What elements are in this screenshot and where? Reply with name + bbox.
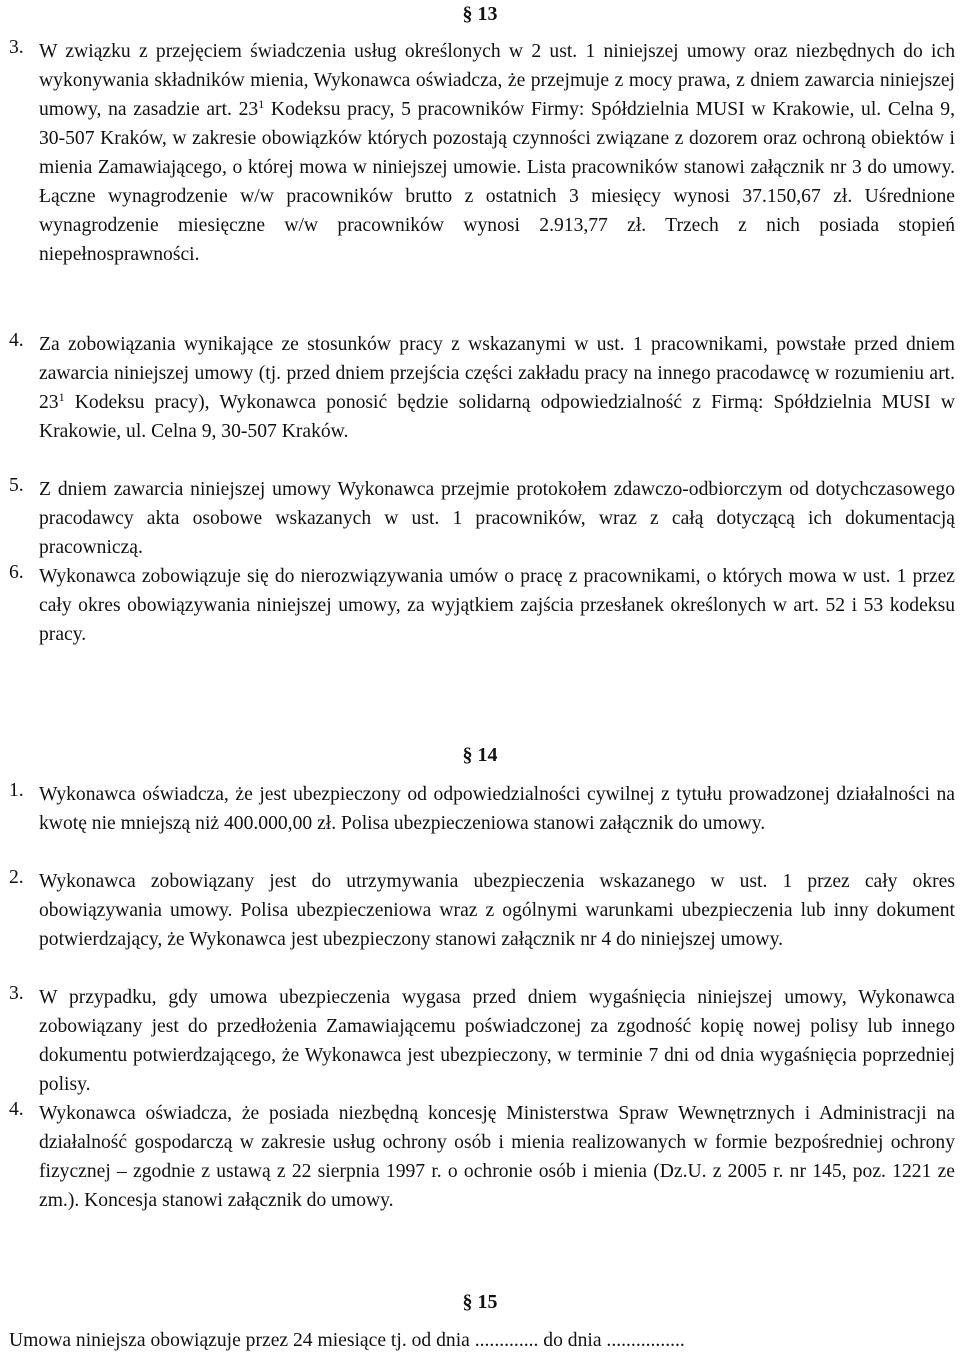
section-heading-13: § 13 bbox=[462, 3, 498, 25]
paragraph-14-4 bbox=[9, 1099, 955, 1215]
section-heading-15: § 15 bbox=[462, 1291, 498, 1313]
item-text: Wykonawca oświadcza, że posiada niezbędną koncesję Ministerstwa Spraw Wewnętrznych i Administracji na działalność gospodarczą w zakresie usług ochrony osób i mienia realizowanych w formie bezpośredniej ochrony fizycznej – zgodnie z ustawą z 22 sierpnia 1997 r. o ochronie osób i mienia (Dz.U. z 2005 r. nr 145, poz. 1221 ze zm.). Koncesja stanowi załącznik do umowy. bbox=[39, 1103, 955, 1211]
paragraph-15-text: Umowa niniejsza obowiązuje przez 24 miesiące tj. od dnia ............. do dnia ................ bbox=[9, 1330, 685, 1351]
paragraph-14-3 bbox=[9, 983, 955, 1099]
item-text: W przypadku, gdy umowa ubezpieczenia wygasa przed dniem wygaśnięcia niniejszej umowy, Wykonawca zobowiązany jest do przedłożenia Zamawiającemu poświadczonej za zgodność kopię nowej polisy lub innego dokumentu potwierdzającego, że Wykonawca jest ubezpieczony, w terminie 7 dni od dnia wygaśnięcia poprzedniej polisy. bbox=[39, 987, 955, 1095]
superscript: 1 bbox=[258, 97, 265, 111]
paragraph-13-3 bbox=[9, 37, 955, 269]
item-number: 1. bbox=[9, 780, 24, 801]
item-text: W związku z przejęciem świadczenia usług określonych w 2 ust. 1 niniejszej umowy oraz niezbędnych do ich wykonywania składników mienia, Wykonawca oświadcza, że przejmuje z mocy prawa, z dniem zawarcia niniejszej umowy, na zasadzie art. $23^1$ Kodeksu pracy, 5 pracowników Firmy: Spółdzielnia MUSI w Krakowie, ul. Celna 9, 30-507 Kraków, w zakresie obowiązków których pozostają czynności związane z dozorem oraz ochroną obiektów i mienia Zamawiającego, o której mowa w niniejszej umowie. Lista pracowników stanowi załącznik nr 3 do umowy. Łączne wynagrodzenie w/w pracowników brutto z ostatnich 3 miesięcy wynosi 37.150,67 zł. Uśrednione wynagrodzenie miesięczne w/w pracowników wynosi 2.913,77 zł. Trzech z nich posiada stopień niepełnosprawności. bbox=[39, 41, 955, 265]
section-heading-14: § 14 bbox=[462, 744, 498, 766]
item-number: 4. bbox=[9, 1099, 24, 1120]
item-number: 2. bbox=[9, 867, 24, 888]
item-number: 6. bbox=[9, 562, 24, 583]
item-text: Wykonawca zobowiązuje się do nierozwiązywania umów o pracę z pracownikami, o których mowa w ust. 1 przez cały okres obowiązywania niniejszej umowy, za wyjątkiem zajścia przesłanek określonych w art. 52 i 53 kodeksu pracy. bbox=[39, 566, 955, 645]
paragraph-13-6 bbox=[9, 562, 955, 649]
item-number: 5. bbox=[9, 475, 24, 496]
item-text: Wykonawca zobowiązany jest do utrzymywania ubezpieczenia wskazanego w ust. 1 przez cały okres obowiązywania umowy. Polisa ubezpieczeniowa wraz z ogólnymi warunkami ubezpieczenia lub inny dokument potwierdzający, że Wykonawca jest ubezpieczony stanowi załącznik nr 4 do niniejszej umowy. bbox=[39, 871, 955, 950]
paragraph-13-5 bbox=[9, 475, 955, 562]
item-number: 3. bbox=[9, 983, 24, 1004]
item-text: Z dniem zawarcia niniejszej umowy Wykonawca przejmie protokołem zdawczo-odbiorczym od dotychczasowego pracodawcy akta osobowe wskazanych w ust. 1 pracowników, wraz z całą dotyczącą ich dokumentacją pracowniczą. bbox=[39, 479, 955, 558]
superscript: 1 bbox=[58, 390, 65, 404]
item-number: 3. bbox=[9, 37, 24, 58]
paragraph-14-1 bbox=[9, 780, 955, 838]
paragraph-14-2 bbox=[9, 867, 955, 954]
paragraph-13-4 bbox=[9, 330, 955, 446]
item-text: Za zobowiązania wynikające ze stosunków pracy z wskazanymi w ust. 1 pracownikami, powstałe przed dniem zawarcia niniejszej umowy (tj. przed dniem przejścia części zakładu pracy na innego pracodawcę w rozumieniu art. $23^1$ Kodeksu pracy), Wykonawca ponosić będzie solidarną odpowiedzialność z Firmą: Spółdzielnia MUSI w Krakowie, ul. Celna 9, 30-507 Kraków. bbox=[39, 334, 955, 442]
item-text: Wykonawca oświadcza, że jest ubezpieczony od odpowiedzialności cywilnej z tytułu prowadzonej działalności na kwotę nie mniejszą niż 400.000,00 zł. Polisa ubezpieczeniowa stanowi załącznik do umowy. bbox=[39, 784, 955, 834]
item-number: 4. bbox=[9, 330, 24, 351]
